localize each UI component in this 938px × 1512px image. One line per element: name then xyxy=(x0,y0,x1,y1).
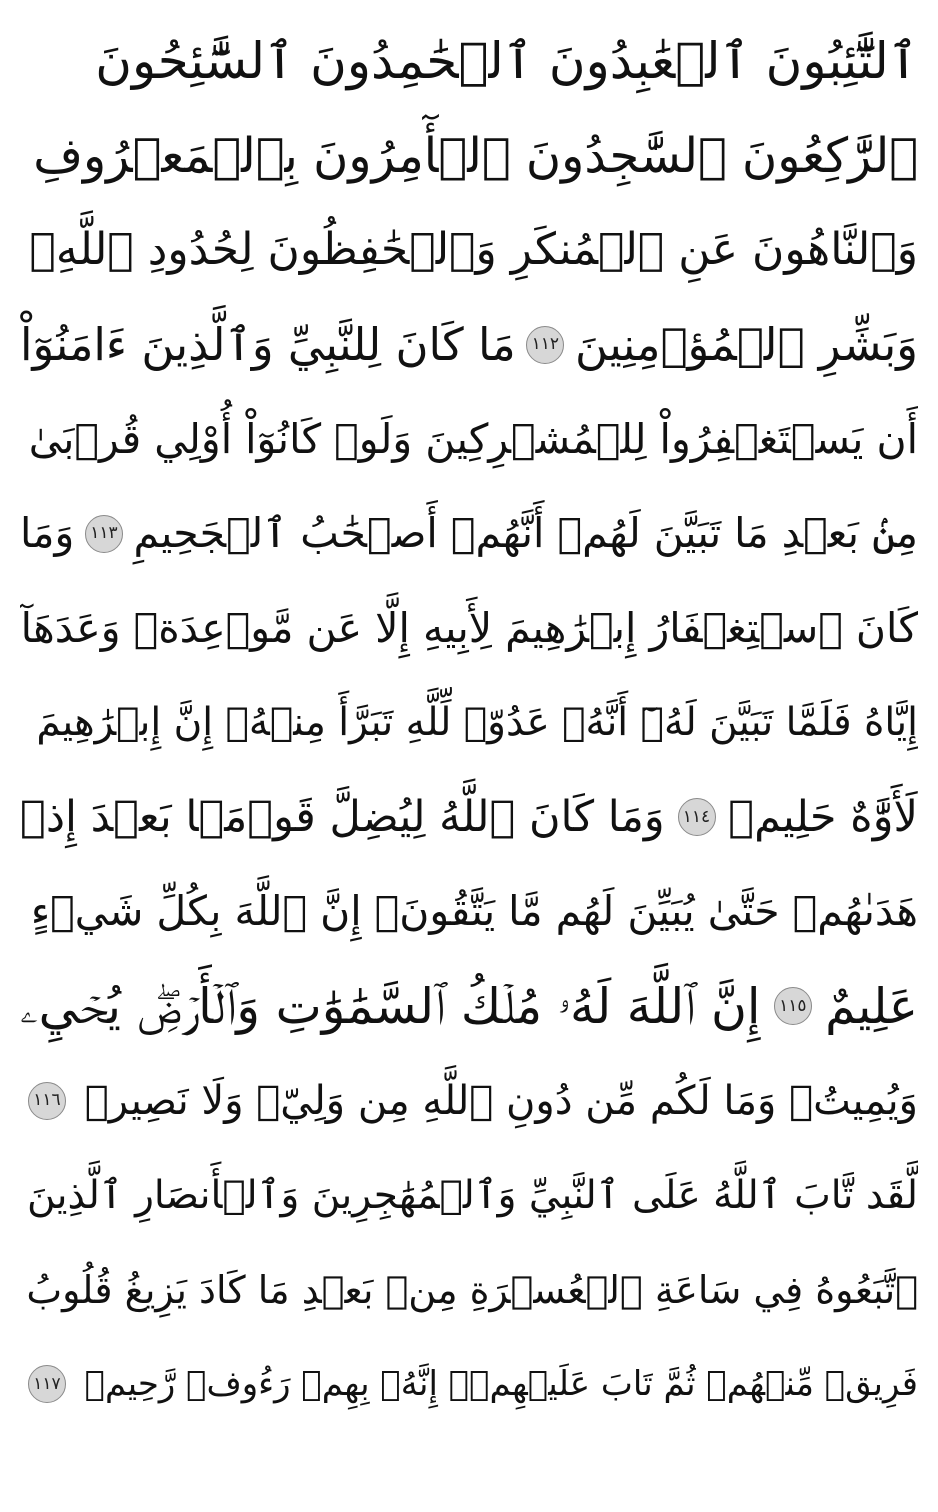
verse-text: ٱلتَّٰٓئِبُونَ ٱلۡعَٰبِدُونَ ٱلۡحَٰمِدُونَ ٱلسَّٰٓئِحُونَ xyxy=(95,32,918,91)
verse-text: هَدَىٰهُمۡ حَتَّىٰ يُبَيِّنَ لَهُم مَّا يَتَّقُونَۚ إِنَّ ٱللَّهَ بِكُلِّ شَيۡءٍ xyxy=(30,887,918,936)
verse-text: عَلِيمٌ xyxy=(825,977,918,1035)
ayah-number-marker: ١١٧ xyxy=(28,1365,66,1403)
text-line-11 xyxy=(20,959,918,1054)
text-line-14 xyxy=(20,1243,918,1338)
text-line-2 xyxy=(20,109,918,204)
text-line-5 xyxy=(20,392,918,487)
verse-text: لَّقَد تَّابَ ٱللَّهُ عَلَى ٱلنَّبِيِّ وَٱلۡمُهَٰجِرِينَ وَٱلۡأَنصَارِ ٱلَّذِينَ xyxy=(26,1172,918,1218)
text-line-3 xyxy=(20,203,918,298)
ayah-number-marker: ١١٥ xyxy=(774,987,812,1025)
text-line-6 xyxy=(20,487,918,582)
ayah-number-marker: ١١٦ xyxy=(28,1082,66,1120)
text-line-15 xyxy=(20,1337,918,1432)
verse-text: وَيُمِيتُۚ وَمَا لَكُم مِّن دُونِ ٱللَّهِ مِن وَلِيّٖ وَلَا نَصِيرٖ xyxy=(84,1077,918,1124)
verse-text: وَٱلنَّاهُونَ عَنِ ٱلۡمُنكَرِ وَٱلۡحَٰفِظُونَ لِحُدُودِ ٱللَّهِۗ xyxy=(29,224,918,276)
verse-text: إِنَّ ٱللَّهَ لَهُۥ مُلۡكُ ٱلسَّمَٰوَٰتِ وَٱلۡأَرۡضِۖ يُحۡيِۦ xyxy=(20,977,761,1035)
text-line-8 xyxy=(20,676,918,771)
verse-text: وَبَشِّرِ ٱلۡمُؤۡمِنِينَ xyxy=(574,318,918,372)
verse-text: ٱلرَّٰكِعُونَ ٱلسَّٰجِدُونَ ٱلۡأٓمِرُونَ بِٱلۡمَعۡرُوفِ xyxy=(33,127,918,184)
verse-text: أَن يَسۡتَغۡفِرُواْ لِلۡمُشۡرِكِينَ وَلَوۡ كَانُوٓاْ أُوْلِي قُرۡبَىٰ xyxy=(28,414,918,463)
verse-text: كَانَ ٱسۡتِغۡفَارُ إِبۡرَٰهِيمَ لِأَبِيهِ إِلَّا عَن مَّوۡعِدَةٖ وَعَدَهَآ xyxy=(20,603,918,652)
verse-text: ٱتَّبَعُوهُ فِي سَاعَةِ ٱلۡعُسۡرَةِ مِنۢ بَعۡدِ مَا كَادَ يَزِيغُ قُلُوبُ xyxy=(26,1267,918,1312)
ayah-number-marker: ١١٤ xyxy=(678,798,716,836)
text-line-10 xyxy=(20,865,918,960)
text-line-1 xyxy=(20,14,918,109)
text-line-13 xyxy=(20,1148,918,1243)
text-line-7 xyxy=(20,581,918,676)
verse-text: مَا كَانَ لِلنَّبِيِّ وَٱلَّذِينَ ءَامَنُوٓاْ xyxy=(20,318,516,372)
verse-text: وَمَا xyxy=(20,509,75,558)
verse-text: فَرِيقٖ مِّنۡهُمۡ ثُمَّ تَابَ عَلَيۡهِمۡۚ إِنَّهُۥ بِهِمۡ رَءُوفٞ رَّحِيمٞ xyxy=(84,1364,918,1405)
text-line-9 xyxy=(20,770,918,865)
verse-text: لَأَوَّٰهٌ حَلِيمٞ xyxy=(728,791,918,842)
verse-text: مِنۢ بَعۡدِ مَا تَبَيَّنَ لَهُمۡ أَنَّهُمۡ أَصۡحَٰبُ ٱلۡجَحِيمِ xyxy=(133,509,918,558)
ayah-number-marker: ١١٢ xyxy=(526,326,564,364)
text-line-4 xyxy=(20,298,918,393)
ayah-number-marker: ١١٣ xyxy=(85,515,123,553)
text-line-12 xyxy=(20,1054,918,1149)
verse-text: إِيَّاهُ فَلَمَّا تَبَيَّنَ لَهُۥٓ أَنَّهُۥ عَدُوّٞ لِّلَّهِ تَبَرَّأَ مِنۡهُۚ إِنَّ إِبۡرَٰهِيمَ xyxy=(36,700,918,746)
verse-text: وَمَا كَانَ ٱللَّهُ لِيُضِلَّ قَوۡمَۢا بَعۡدَ إِذۡ xyxy=(20,791,665,842)
